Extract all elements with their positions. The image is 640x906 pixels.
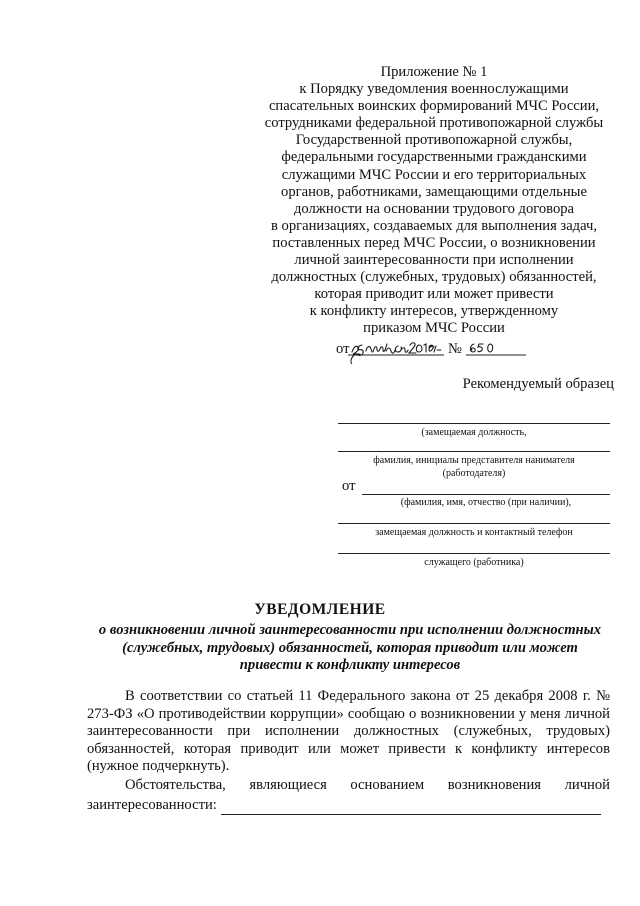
employer-line bbox=[338, 451, 610, 452]
appendix-line: личной заинтересованности при исполнении bbox=[294, 252, 574, 269]
caption-position: (замещаемая должность, bbox=[421, 427, 527, 438]
circumstances-input-line[interactable] bbox=[221, 800, 601, 815]
handwritten-order-signature bbox=[336, 336, 536, 366]
paragraph-2-word: заинтересованности: bbox=[87, 797, 217, 813]
appendix-line: к Порядку уведомления военнослужащими bbox=[299, 81, 569, 98]
appendix-line: сотрудниками федеральной противопожарной службы bbox=[264, 115, 604, 132]
body-paragraph-2 bbox=[87, 775, 610, 815]
appendix-line: приказом МЧС России bbox=[363, 320, 505, 337]
appendix-line: которая приводит или может привести bbox=[314, 286, 554, 303]
caption-employer-2: (работодателя) bbox=[442, 468, 506, 479]
paragraph-2-word: личной bbox=[564, 777, 610, 793]
body-paragraph-1 bbox=[87, 688, 610, 776]
from-label: от bbox=[342, 478, 356, 494]
paragraph-2-word: Обстоятельства, bbox=[125, 777, 226, 793]
paragraph-2-word: возникновения bbox=[447, 777, 542, 793]
appendix-line: должностных (служебных, трудовых) обязанностей, bbox=[271, 269, 597, 286]
order-date-line bbox=[336, 336, 536, 366]
appendix-line: поставленных перед МЧС России, о возникновении bbox=[272, 234, 596, 251]
document-subtitle: о возникновении личной заинтересованности при исполнении должностных (служебных, трудовых) обязанностей, которая приводит или может привести к конфликту интересов bbox=[98, 622, 602, 673]
paragraph-2-line-1 bbox=[87, 775, 610, 795]
document-title: УВЕДОМЛЕНИЕ bbox=[254, 601, 386, 618]
appendix-line: федеральными государственными гражданскими bbox=[281, 149, 587, 166]
appendix-line: в организациях, создаваемых для выполнения задач, bbox=[271, 217, 597, 234]
appendix-line: спасательных воинских формирований МЧС России, bbox=[268, 98, 600, 115]
position-line bbox=[338, 423, 610, 424]
caption-employee: служащего (работника) bbox=[424, 557, 524, 568]
caption-employer: фамилия, инициалы представителя нанимателя bbox=[373, 455, 575, 466]
recommended-sample-label: Рекомендуемый образец bbox=[462, 376, 614, 392]
appendix-line: Приложение № 1 bbox=[380, 64, 488, 80]
fio-line bbox=[362, 494, 610, 495]
body-paragraph-1-text: В соответствии со статьей 11 Федерального закона от 25 декабря 2008 г. № 273-ФЗ «О противодействии коррупции» сообщаю о возникновении у меня личной заинтересованности при исполнении должностных (служебных, трудовых) обязанностей, которая приводит или может привести к конфликту интересов (нужное подчеркнуть). bbox=[87, 688, 610, 774]
paragraph-2-word: основанием bbox=[350, 777, 425, 793]
caption-fio: (фамилия, имя, отчество (при наличии), bbox=[400, 497, 572, 508]
appendix-line: должности на основании трудового договора bbox=[293, 200, 575, 217]
appendix-block bbox=[250, 64, 618, 338]
employee-line bbox=[338, 553, 610, 554]
appendix-line: к конфликту интересов, утвержденному bbox=[309, 303, 559, 320]
paragraph-2-line-2 bbox=[87, 795, 610, 815]
paragraph-2-word: являющиеся bbox=[249, 777, 327, 793]
appendix-line: органов, работниками, замещающими отдельные bbox=[281, 183, 587, 200]
position-phone-line bbox=[338, 523, 610, 524]
appendix-line: Государственной противопожарной службы, bbox=[295, 132, 573, 149]
appendix-line: служащими МЧС России и его территориальных bbox=[281, 166, 587, 183]
order-prefix: от bbox=[336, 341, 350, 357]
caption-position-phone: замещаемая должность и контактный телефон bbox=[375, 527, 573, 538]
order-number-label: № bbox=[448, 341, 462, 357]
